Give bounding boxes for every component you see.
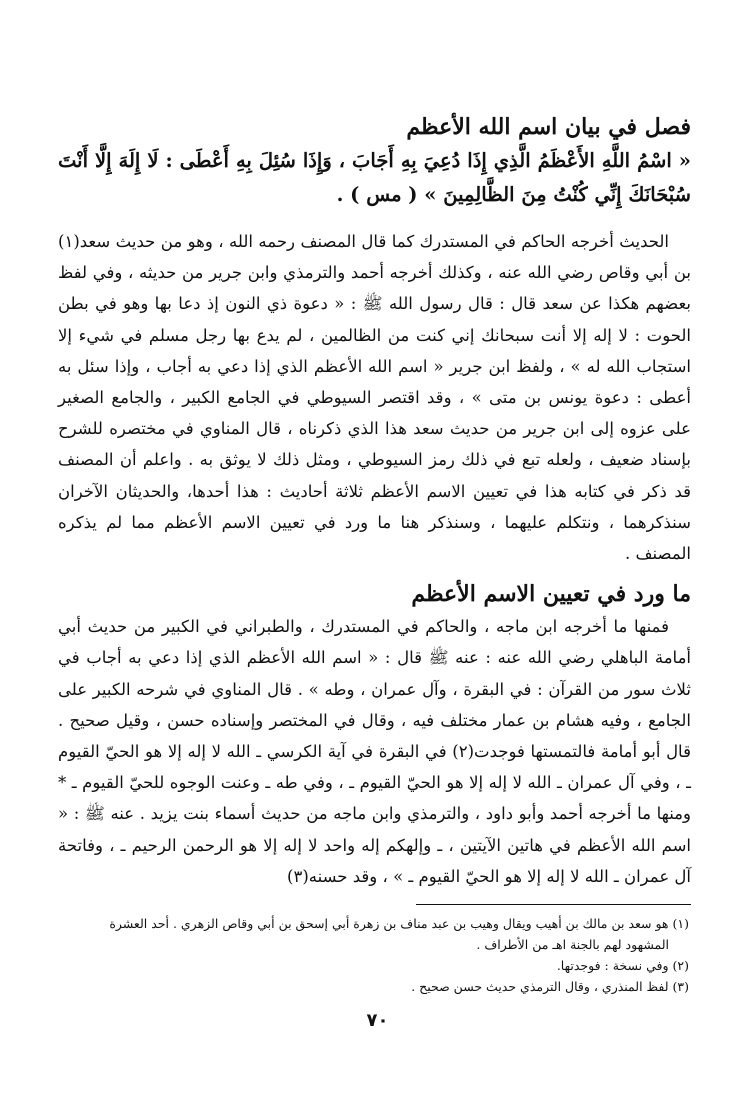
footnote-1: (١) هو سعد بن مالك بن أهيب ويقال وهيب بن عبد مناف بن زهرة أبي إسحق بن أبي وقاص الزهري . أحد العشرة: [109, 916, 689, 932]
hadith-quote: « اسْمُ اللَّهِ الأَعْظَمُ الَّذِي إِذَا دُعِيَ بِهِ أَجَابَ ، وَإِذَا سُئِلَ بِهِ أَعْطَى : لَا إِلَهَ إِلَّا أَنْتَ سُبْحَانَكَ إِنِّي كُنْتُ مِنَ الظَّالِمِينَ » ( مس ) .: [58, 149, 691, 206]
page-number: ٧٠: [366, 1010, 389, 1031]
subheading: ما ورد في تعيين الاسم الأعظم: [411, 581, 691, 608]
narrations-paragraph: فمنها ما أخرجه ابن ماجه ، والحاكم في المستدرك ، والطبراني في الكبير من حديث أبي أمامة الباهلي رضي الله عنه : عنه ﷺ قال : « اسم الله الأعظم الذي إذا دعي به أجاب في ثلاث سور من القرآن : في البقرة ، وآل عمران ، وطه » . قال المناوي في شرحه الكبير على الجامع ، وفيه هشام بن عمار مختلف فيه ، وقال في المختصر وإسناده حسن ، وقيل صحيح . قال أبو أمامة فالتمستها فوجدت(٢) في البقرة في آية الكرسي ـ الله لا إله إلا هو الحيّ القيوم ـ ، وفي آل عمران ـ الله لا إله إلا هو الحيّ القيوم ـ ، وفي طه ـ وعنت الوجوه للحيّ القيوم ـ * ومنها ما أخرجه أحمد وأبو داود ، والترمذي وابن ماجه من حديث أسماء بنت يزيد . عنه ﷺ : « اسم الله الأعظم في هاتين الآيتين ، ـ وإلهكم إله واحد لا إله إلا هو الرحمن الرحيم ـ ، وفاتحة آل عمران ـ الله لا إله إلا هو الحيّ القيوم ـ » ، وقد حسنه(٣): [58, 617, 691, 886]
commentary-paragraph: الحديث أخرجه الحاكم في المستدرك كما قال المصنف رحمه الله ، وهو من حديث سعد(١) بن أبي وقاص رضي الله عنه ، وكذلك أخرجه أحمد والترمذي وابن جرير من حديثه ، وفي لفظ بعضهم هكذا عن سعد قال : قال رسول الله ﷺ : « دعوة ذي النون إذ دعا بها وهو في بطن الحوت : لا إله إلا أنت سبحانك إني كنت من الظالمين ، لم يدع بها رجل مسلم في شيء إلا استجاب الله له » ، ولفظ ابن جرير « اسم الله الأعظم الذي إذا دعي به أجاب ، وإذا سئل به أعطى : دعوة يونس بن متى » ، وقد اقتصر السيوطي في الجامع الكبير ، والجامع الصغير على عزوه إلى ابن جرير من حديث سعد هذا الذي ذكرناه ، قال المناوي في مختصره للشرح بإسناد ضعيف ، ولعله تبع في ذلك رمز السيوطي ، ومثل ذلك لا يوثق به . واعلم أن المصنف قد ذكر في كتابه هذا في تعيين الاسم الأعظم ثلاثة أحاديث : هذا أحدها، والحديثان الآخران سنذكرهما ، ونتكلم عليهما ، وسنذكر هنا ما ورد في تعيين الاسم الأعظم مما لم يذكره المصنف .: [58, 232, 691, 564]
footnote-1-continuation: المشهود لهم بالجنة اهـ من الأطراف .: [476, 937, 669, 953]
footnotes: [58, 913, 691, 997]
footnote-2: (٢) وفي نسخة : فوجدتها.: [556, 958, 689, 974]
footnote-3: (٣) لفظ المنذري ، وقال الترمذي حديث حسن صحيح .: [411, 979, 689, 995]
footnote-divider: [416, 904, 691, 905]
section-title: فصل في بيان اسم الله الأعظم: [406, 114, 691, 140]
